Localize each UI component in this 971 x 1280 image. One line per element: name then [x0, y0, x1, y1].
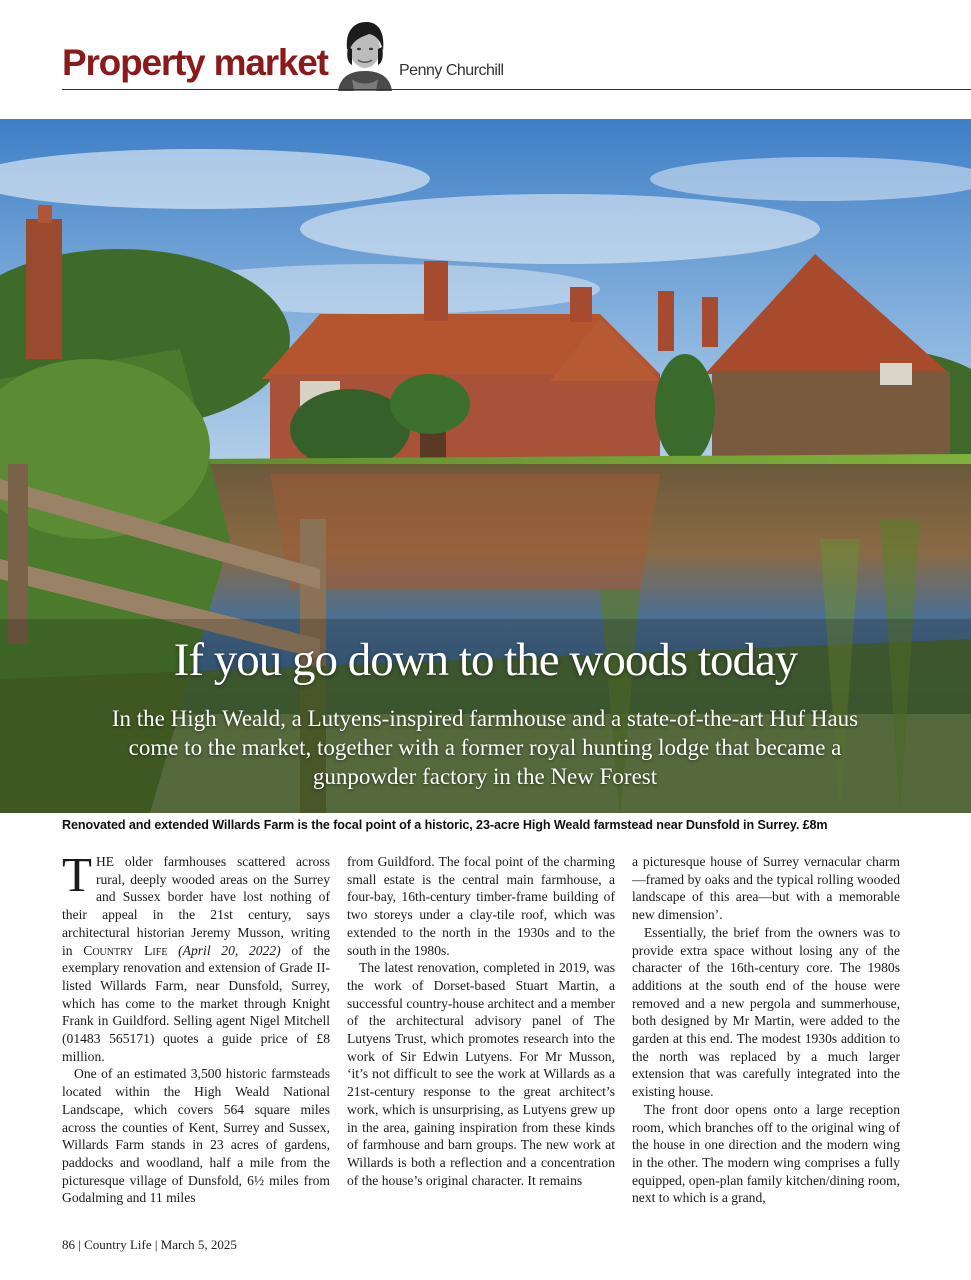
drop-cap: T: [62, 847, 92, 902]
section-title: Property market: [62, 42, 328, 83]
header-rule: [62, 89, 971, 90]
author-name: Penny Churchill: [399, 62, 504, 79]
standfirst: In the High Weald, a Lutyens-inspired farmhouse and a state-of-the-art Huf Haus come to the market, together with a former royal hunting lodge that became a gunpowder factory in the New Forest: [111, 706, 859, 789]
article-paragraph: The front door opens onto a large reception room, which branches off to the original wing of the house in one direction and the modern wing in the other. The modern wing comprises a fully equipped, open-plan family kitchen/dining room, next to which is a grand,: [632, 1101, 900, 1206]
publication-date: (April 20, 2022): [178, 942, 281, 958]
article-column-2: [347, 853, 615, 1189]
article-paragraph: a picturesque house of Surrey vernacular charm—framed by oaks and the typical rolling wooded landscape of this area—but with a memorable new dimension’.: [632, 854, 900, 923]
photo-caption: Renovated and extended Willards Farm is the focal point of a historic, 23-acre High Weald farmstead near Dunsfold in Surrey. £8m: [62, 818, 828, 832]
article-column-3: [632, 853, 900, 1207]
article-paragraph: [62, 847, 330, 1065]
paragraph-lead: HE older farmhouses scattered across rural, deeply wooded areas on the Surrey and Sussex border have lost nothing of their appeal in the 21st century, says architectural historian Jeremy Musson, writing in: [62, 854, 330, 958]
article-paragraph: from Guildford. The focal point of the charming small estate is the central main farmhouse, a four-bay, 16th-century timber-frame building of two storeys under a clay-tile roof, which was extended to the north in the 1930s and to the south in the 1980s.: [347, 854, 615, 958]
article-paragraph: The latest renovation, completed in 2019, was the work of Dorset-based Stuart Martin, a successful country-house architect and a member of the architectural advisory panel of The Lutyens Trust, which promotes research into the work of Sir Edwin Lutyens. For Mr Musson, ‘it’s not difficult to see the work at Willards as a 21st-century response to the great architect’s work, which is unsurprising, as Lutyens grew up in the area, gaining inspiration from these kinds of farmhouse and barn groups. The new work at Willards is both a reflection and a concentration of the house’s original character. It remains: [347, 960, 615, 1188]
article-paragraph: One of an estimated 3,500 historic farmsteads located within the High Weald National Landscape, which covers 564 square miles across the counties of Kent, Surrey and Sussex, Willards Farm stands in 23 acres of gardens, paddocks and woodland, half a mile from the picturesque village of Dunsfold, 6½ miles from Godalming and 11 miles: [62, 1066, 330, 1206]
article-paragraph: Essentially, the brief from the owners was to provide extra space without losing any of the character of the 16th-century core. The 1980s additions at the south end of the house were removed and a new pergola and summerhouse, both designed by Mr Martin, were added to the garden at this end. The modest 1930s addition to the north was replaced by a much larger extension that was carefully integrated into the existing house.: [632, 924, 900, 1100]
author-photo: [334, 19, 396, 91]
page-folio: 86 | Country Life | March 5, 2025: [62, 1237, 237, 1252]
article-column-1: [62, 847, 330, 1207]
publication-name: Country Life: [83, 942, 168, 958]
headline: If you go down to the woods today: [173, 634, 798, 686]
paragraph-rest: of the exemplary renovation and extension of Grade II-listed Willards Farm, near Dunsfold, Surrey, which has come to the market through Knight Frank in Guildford. Selling agent Nigel Mitchell (01483 565171) quotes a guide price of £8 million.: [62, 942, 330, 1064]
